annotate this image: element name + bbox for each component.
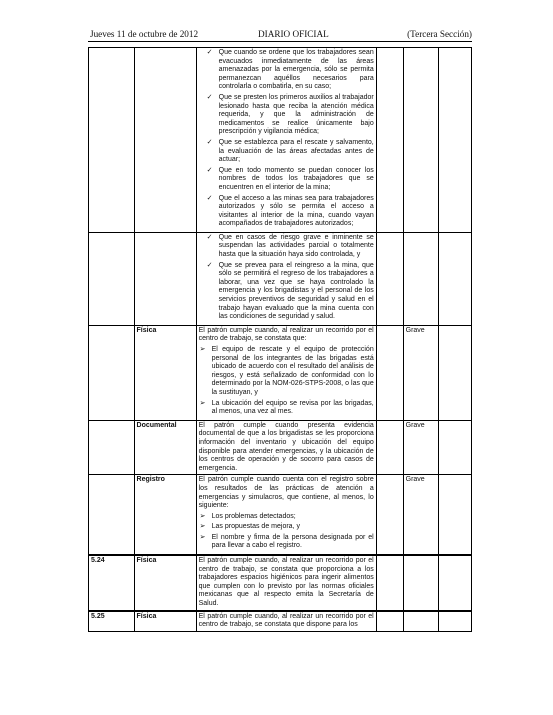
arrow-bullet-icon: ➢ xyxy=(199,399,206,407)
arrow-bullet-icon: ➢ xyxy=(199,346,206,353)
cell-criteria xyxy=(196,611,376,632)
list-item: ✓ Que el acceso a las minas sea para trabajadores autorizados y sólo se permita el acceso a visitantes al interior de la mina, cuando vayan acompañados de trabajadores autorizados; xyxy=(206,194,374,228)
header-date: Jueves 11 de octubre de 2012 xyxy=(90,29,199,39)
header-publication: DIARIO OFICIAL xyxy=(258,29,329,39)
criteria-text: El patrón cumple cuando cuenta con el registro sobre los resultados de las prácticas de atención a emergencias y simulacros, que contiene, al menos, lo siguiente: xyxy=(198,476,374,510)
cell-empty xyxy=(376,611,403,632)
checkmark-icon: ✓ xyxy=(206,138,213,146)
compliance-table xyxy=(88,47,472,632)
cell-type: Documental xyxy=(134,420,196,475)
cell-empty xyxy=(438,48,471,233)
checkmark-icon: ✓ xyxy=(206,166,213,174)
checkmark-icon: ✓ xyxy=(206,194,213,202)
cell-criteria xyxy=(196,48,376,233)
criteria-text: El patrón cumple cuando, al realizar un recorrido por el centro de trabajo, se constata que dispone para los xyxy=(198,612,374,629)
cell-empty xyxy=(438,325,471,420)
cell-number: 5.24 xyxy=(89,555,135,611)
table-row xyxy=(89,555,472,611)
table-row xyxy=(89,48,472,233)
arrow-list xyxy=(199,513,374,551)
cell-number xyxy=(89,420,135,475)
cell-type: Registro xyxy=(134,475,196,555)
list-item: ➢ Las propuestas de mejora, y xyxy=(199,523,300,531)
cell-type xyxy=(134,232,196,325)
cell-criteria xyxy=(196,325,376,420)
cell-criteria xyxy=(196,420,376,475)
cell-type: Física xyxy=(134,611,196,632)
cell-risk: Grave xyxy=(403,325,438,420)
cell-number xyxy=(89,325,135,420)
cell-risk xyxy=(403,555,438,611)
cell-type: Física xyxy=(134,325,196,420)
list-item: ✓ Que cuando se ordene que los trabajadores sean evacuados inmediatamente de las áreas amenazadas por la emergencia, sólo se permita permanezcan aquéllos necesarios para controlarla o combatirla, en su caso; xyxy=(206,49,374,91)
table-row xyxy=(89,420,472,475)
list-item: ➢ El nombre y firma de la persona designada por el para llevar a cabo el registro. xyxy=(199,533,374,550)
arrow-bullet-icon: ➢ xyxy=(199,533,206,541)
arrow-bullet-icon: ➢ xyxy=(199,523,206,531)
cell-number: 5.25 xyxy=(89,611,135,632)
cell-criteria xyxy=(196,475,376,555)
cell-empty xyxy=(376,325,403,420)
arrow-list xyxy=(199,346,374,417)
criteria-text: El patrón cumple cuando presenta evidencia documental de que a los brigadistas se les proporciona información del inventario y ubicación del equipo disponible para atender emergencias, y la ubicación de los centros de operación y de socorro para casos de emergencia. xyxy=(198,421,374,472)
checkmark-icon: ✓ xyxy=(206,261,213,269)
header-section: (Tercera Sección) xyxy=(407,29,472,39)
cell-risk: Grave xyxy=(403,475,438,555)
criteria-text: El patrón cumple cuando, al realizar un recorrido por el centro de trabajo, se constata que: xyxy=(198,326,374,343)
cell-empty xyxy=(376,420,403,475)
cell-empty xyxy=(438,232,471,325)
arrow-bullet-icon: ➢ xyxy=(199,512,206,520)
cell-number xyxy=(89,475,135,555)
cell-empty xyxy=(376,48,403,233)
cell-empty xyxy=(438,611,471,632)
list-item: ➢ Los problemas detectados; xyxy=(199,512,296,520)
cell-empty xyxy=(376,475,403,555)
list-item: ➢ La ubicación del equipo se revisa por las brigadas, al menos, una vez al mes. xyxy=(199,399,374,416)
cell-number xyxy=(89,48,135,233)
page-header xyxy=(88,27,472,42)
cell-empty xyxy=(438,475,471,555)
list-item: ✓ Que en todo momento se puedan conocer los nombres de todos los trabajadores que se encuentren en el interior de la mina; xyxy=(206,166,374,191)
list-item: ✓ Que se establezca para el rescate y salvamento, la evaluación de las áreas afectadas antes de actuar; xyxy=(206,138,374,164)
list-item: ✓ Que se presten los primeros auxilios al trabajador lesionado hasta que reciba la atención médica requerida, y que la administración de medicamentos se realice únicamente bajo prescripción y vigilancia médica; xyxy=(206,93,374,136)
check-list xyxy=(199,49,374,229)
list-item: ✓ Que se prevea para el reingreso a la mina, que sólo se permitirá el regreso de los trabajadores a laborar, una vez que se haya controlado la emergencia y los brigadistas y el personal de los servicios preventivos de seguridad y salud en el trabajo hayan evaluado que la mina cuenta con las condiciones de seguridad y salud. xyxy=(206,261,374,321)
check-list xyxy=(199,234,374,322)
criteria-text: El patrón cumple cuando, al realizar un recorrido por el centro de trabajo, se constata que proporciona a los trabajadores espacios higiénicos para ingerir alimentos que cumplen con lo previsto por las normas oficiales mexicanas que al respecto emita la Secretaría de Salud. xyxy=(198,557,374,608)
cell-type: Física xyxy=(134,555,196,611)
checkmark-icon: ✓ xyxy=(206,93,213,101)
list-item: ➢ El equipo de rescate y el equipo de protección personal de los integrantes de las brigadas está ubicado de acuerdo con el resultado del análisis de riesgos, y está señalizado de conformidad con lo determinado por la NOM-026-STPS-2008, o las que la sustituyan, y xyxy=(199,346,374,396)
cell-risk xyxy=(403,232,438,325)
table-row xyxy=(89,475,472,555)
cell-type xyxy=(134,48,196,233)
cell-empty xyxy=(376,555,403,611)
cell-empty xyxy=(438,555,471,611)
cell-risk xyxy=(403,48,438,233)
cell-empty xyxy=(438,420,471,475)
table-row xyxy=(89,611,472,632)
checkmark-icon: ✓ xyxy=(206,49,213,56)
cell-empty xyxy=(376,232,403,325)
cell-risk xyxy=(403,611,438,632)
table-row xyxy=(89,232,472,325)
list-item: ✓ Que en casos de riesgo grave e inminente se suspendan las actividades parcial o totalmente hasta que la situación haya sido controlada, y xyxy=(206,233,374,259)
table-row xyxy=(89,325,472,420)
cell-risk: Grave xyxy=(403,420,438,475)
cell-number xyxy=(89,232,135,325)
cell-criteria xyxy=(196,232,376,325)
cell-criteria xyxy=(196,555,376,611)
checkmark-icon: ✓ xyxy=(206,233,213,241)
